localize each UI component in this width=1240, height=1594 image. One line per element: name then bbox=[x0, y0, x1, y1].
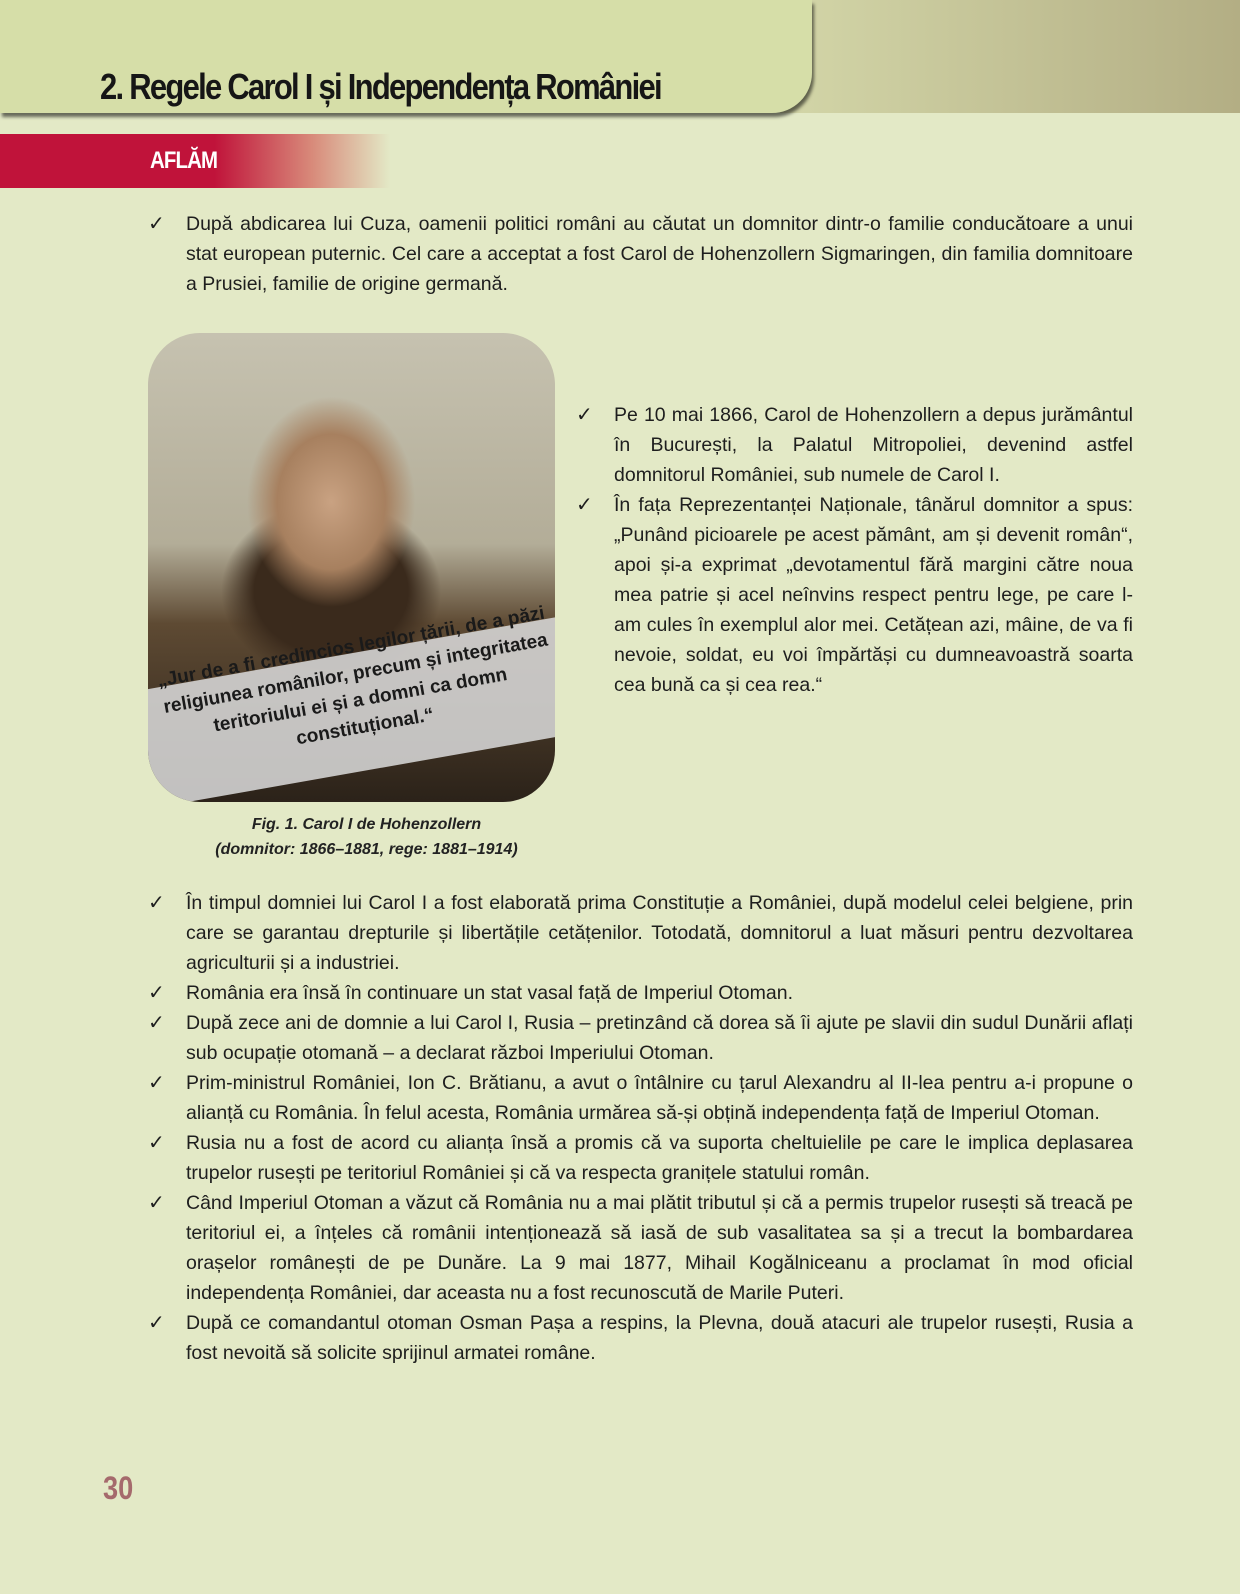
list-item bbox=[576, 490, 1133, 700]
list-item-text: După zece ani de domnie a lui Carol I, Rusia – pretinzând că dorea să îi ajute pe slavii din sudul Dunării aflați sub ocupație otomană – a declarat război Imperiului Otoman. bbox=[186, 1012, 1133, 1064]
section-banner bbox=[0, 134, 390, 188]
list-item-text: În timpul domniei lui Carol I a fost elaborată prima Constituție a României, după modelul celei belgiene, prin care se garantau drepturile și libertățile cetățenilor. Totodată, domnitorul a luat măsuri pentru dezvoltarea agriculturii și a industriei. bbox=[186, 892, 1133, 974]
list-item bbox=[148, 1308, 1133, 1368]
list-item bbox=[148, 888, 1133, 978]
main-list bbox=[148, 888, 1133, 1368]
checkmark-icon: ✓ bbox=[148, 982, 165, 1004]
oath-quote: „Jur de a fi credincios legilor țării, de a păzi religiunea românilor, precum și integritatea teritoriului ei și a domni ca domn constituțional.“ bbox=[155, 602, 550, 750]
section-label: AFLĂM bbox=[150, 147, 218, 174]
list-item-text: După ce comandantul otoman Osman Pașa a respins, la Plevna, două atacuri ale trupelor rusești, Rusia a fost nevoită să solicite sprijinul armatei române. bbox=[186, 1312, 1133, 1364]
list-item-text: Rusia nu a fost de acord cu alianța însă a promis că va suporta cheltuielile pe care le implica deplasarea trupelor rusești pe teritoriul României și că va respecta granițele statului român. bbox=[186, 1132, 1133, 1184]
list-item bbox=[148, 1068, 1133, 1128]
checkmark-icon: ✓ bbox=[148, 1012, 165, 1034]
header-band bbox=[780, 0, 1240, 113]
list-item-text: Când Imperiul Otoman a văzut că România nu a mai plătit tributul și că a permis trupelor rusești să treacă pe teritoriul ei, a înțeles că românii intenționează să iasă de sub vasalitatea sa și a trecut la bombardarea orașelor românești de pe Dunăre. La 9 mai 1877, Mihail Kogălniceanu a proclamat în mod oficial independența României, dar aceasta nu a fost recunoscută de Marile Puteri. bbox=[186, 1192, 1133, 1304]
list-item-text: Pe 10 mai 1866, Carol de Hohenzollern a depus jurământul în București, la Palatul Mitropoliei, devenind astfel domnitorul României, sub numele de Carol I. bbox=[614, 404, 1133, 486]
checkmark-icon: ✓ bbox=[148, 892, 165, 914]
page-title: 2. Regele Carol I și Independența României bbox=[100, 66, 661, 107]
figure-caption bbox=[148, 812, 585, 862]
checkmark-icon: ✓ bbox=[148, 1132, 165, 1154]
checkmark-icon: ✓ bbox=[148, 1192, 165, 1214]
list-item bbox=[148, 1128, 1133, 1188]
checkmark-icon: ✓ bbox=[576, 494, 593, 516]
list-item bbox=[148, 1188, 1133, 1308]
list-item-text: După abdicarea lui Cuza, oamenii politici români au căutat un domnitor dintr-o familie conducătoare a unui stat european puternic. Cel care a acceptat a fost Carol de Hohenzollern Sigmaringen, din familia domnitoare a Prusiei, familie de origine germană. bbox=[186, 213, 1133, 295]
checkmark-icon: ✓ bbox=[148, 1312, 165, 1334]
caption-title: Fig. 1. Carol I de Hohenzollern bbox=[251, 816, 482, 833]
list-item bbox=[148, 1008, 1133, 1068]
list-item bbox=[148, 978, 1133, 1008]
list-item-text: În fața Reprezentanței Naționale, tânărul domnitor a spus: „Punând picioarele pe acest pământ, am și devenit român“, apoi și-a exprimat „devotamentul fără margini către noua mea patrie și acel neînvins respect pentru lege, pe care l-am cules în exemplul alor mei. Cetățean azi, mâine, de va fi nevoie, soldat, eu voi împărtăși cu dumneavoastră soarta cea bună ca și cea rea.“ bbox=[614, 494, 1133, 696]
checkmark-icon: ✓ bbox=[148, 213, 165, 235]
checkmark-icon: ✓ bbox=[576, 404, 593, 426]
list-item bbox=[576, 400, 1133, 490]
intro-list bbox=[148, 209, 1133, 299]
list-item bbox=[148, 209, 1133, 299]
side-list bbox=[576, 400, 1133, 700]
checkmark-icon: ✓ bbox=[148, 1072, 165, 1094]
portrait-image bbox=[148, 333, 555, 802]
page-number: 30 bbox=[103, 1470, 134, 1506]
caption-dates: (domnitor: 1866–1881, rege: 1881–1914) bbox=[215, 841, 518, 858]
list-item-text: România era însă în continuare un stat vasal față de Imperiul Otoman. bbox=[186, 982, 793, 1004]
list-item-text: Prim-ministrul României, Ion C. Brătianu, a avut o întâlnire cu țarul Alexandru al II-lea pentru a-i propune o alianță cu România. În felul acesta, România urmărea să-și obțină independența față de Imperiul Otoman. bbox=[186, 1072, 1133, 1124]
